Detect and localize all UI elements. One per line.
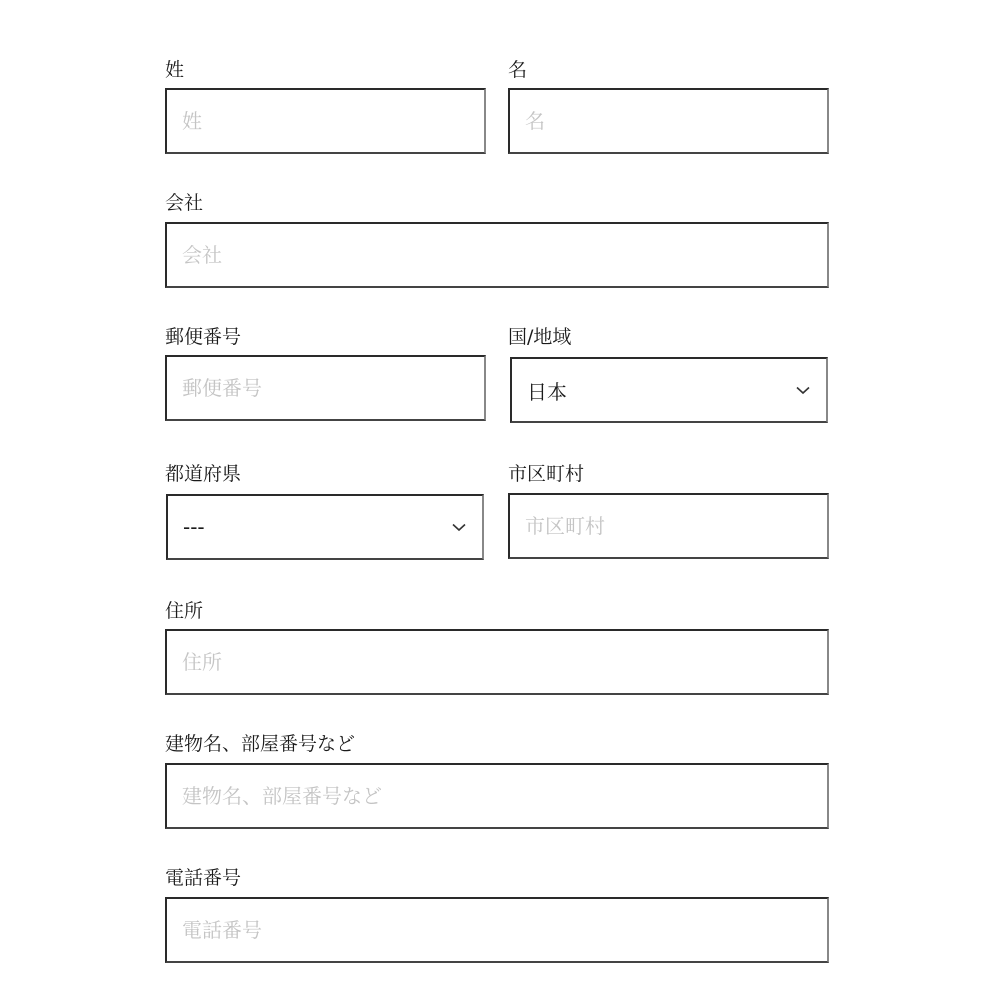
address-input[interactable] — [167, 631, 827, 693]
first-name-input[interactable] — [510, 90, 827, 152]
prefecture-selected-value: --- — [183, 515, 205, 539]
country-label: 国/地域 — [508, 326, 572, 348]
last-name-field[interactable] — [165, 88, 486, 154]
city-input[interactable] — [510, 495, 827, 557]
first-name-field[interactable] — [508, 88, 829, 154]
last-name-label: 姓 — [165, 59, 185, 81]
city-field[interactable] — [508, 493, 829, 559]
building-label: 建物名、部屋番号など — [165, 733, 356, 755]
first-name-label: 名 — [508, 59, 528, 81]
prefecture-label: 都道府県 — [165, 463, 242, 485]
phone-field[interactable] — [165, 897, 829, 963]
postal-code-label: 郵便番号 — [165, 326, 242, 348]
country-select[interactable] — [510, 357, 828, 423]
phone-label: 電話番号 — [165, 867, 242, 889]
postal-code-field[interactable] — [165, 355, 486, 421]
company-input[interactable] — [167, 224, 827, 286]
phone-input[interactable] — [167, 899, 827, 961]
city-label: 市区町村 — [508, 463, 585, 485]
company-field[interactable] — [165, 222, 829, 288]
chevron-down-icon — [795, 382, 811, 398]
country-selected-value: 日本 — [527, 379, 567, 404]
address-label: 住所 — [165, 600, 204, 622]
last-name-input[interactable] — [167, 90, 484, 152]
company-label: 会社 — [165, 192, 204, 214]
chevron-down-icon — [451, 519, 467, 535]
building-field[interactable] — [165, 763, 829, 829]
prefecture-select[interactable] — [166, 494, 484, 560]
address-field[interactable] — [165, 629, 829, 695]
postal-code-input[interactable] — [167, 357, 484, 419]
building-input[interactable] — [167, 765, 827, 827]
